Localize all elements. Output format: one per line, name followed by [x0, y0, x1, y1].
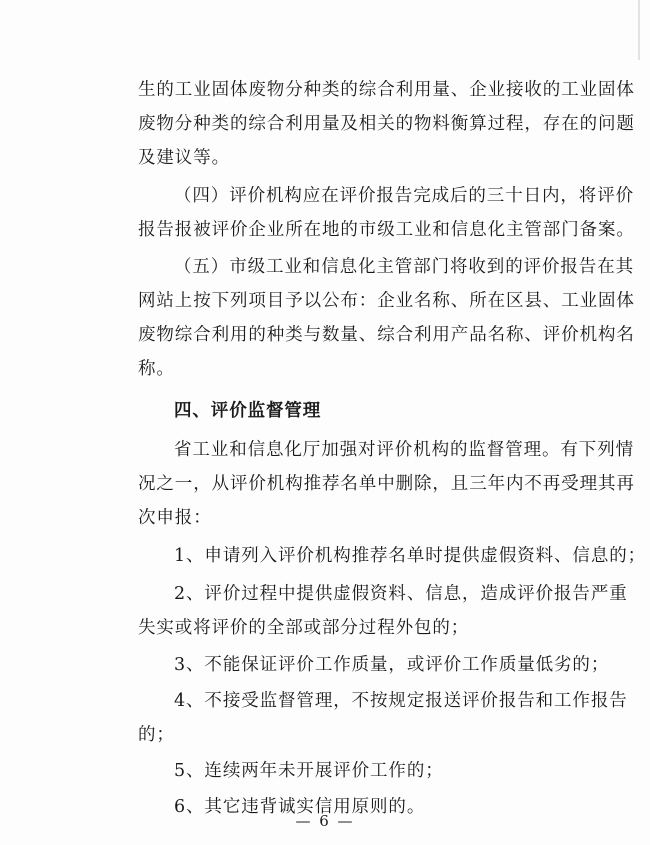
- binding-edge: [638, 0, 640, 60]
- paragraph-line: 废物综合利用的种类与数量、综合利用产品名称、评价机构名: [138, 325, 635, 345]
- paragraph-line: 的；: [138, 725, 175, 745]
- page-number: — 6 —: [295, 812, 355, 830]
- list-item: 2、评价过程中提供虚假资料、信息，造成评价报告严重: [174, 584, 628, 604]
- list-item: 1、申请列入评价机构推荐名单时提供虚假资料、信息的；: [174, 546, 647, 566]
- paragraph-line: 生的工业固体废物分种类的综合利用量、企业接收的工业固体: [138, 80, 635, 100]
- paragraph-line: 报告报被评价企业所在地的市级工业和信息化主管部门备案。: [138, 220, 635, 240]
- paragraph-line: 失实或将评价的全部或部分过程外包的；: [138, 618, 470, 638]
- list-item: 3、不能保证评价工作质量，或评价工作质量低劣的；: [174, 655, 610, 675]
- section-heading: 四、评价监督管理: [174, 401, 322, 421]
- paragraph-line: 称。: [138, 359, 175, 379]
- list-item: 4、不接受监督管理，不按规定报送评价报告和工作报告: [174, 691, 628, 711]
- paragraph-line: 省工业和信息化厅加强对评价机构的监督管理。有下列情: [174, 440, 634, 460]
- paragraph-line: 网站上按下列项目予以公布：企业名称、所在区县、工业固体: [138, 291, 635, 311]
- paragraph-line: 况之一，从评价机构推荐名单中删除，且三年内不再受理其再: [138, 474, 635, 494]
- paragraph-line: 及建议等。: [138, 148, 230, 168]
- paragraph-line: 废物分种类的综合利用量及相关的物料衡算过程，存在的问题: [138, 114, 635, 134]
- paragraph-line: （四）评价机构应在评价报告完成后的三十日内，将评价: [174, 186, 634, 206]
- paragraph-line: （五）市级工业和信息化主管部门将收到的评价报告在其: [174, 257, 634, 277]
- paragraph-line: 次申报：: [138, 508, 212, 528]
- list-item: 5、连续两年未开展评价工作的；: [174, 761, 444, 781]
- list-item: 6、其它违背诚实信用原则的。: [174, 797, 426, 817]
